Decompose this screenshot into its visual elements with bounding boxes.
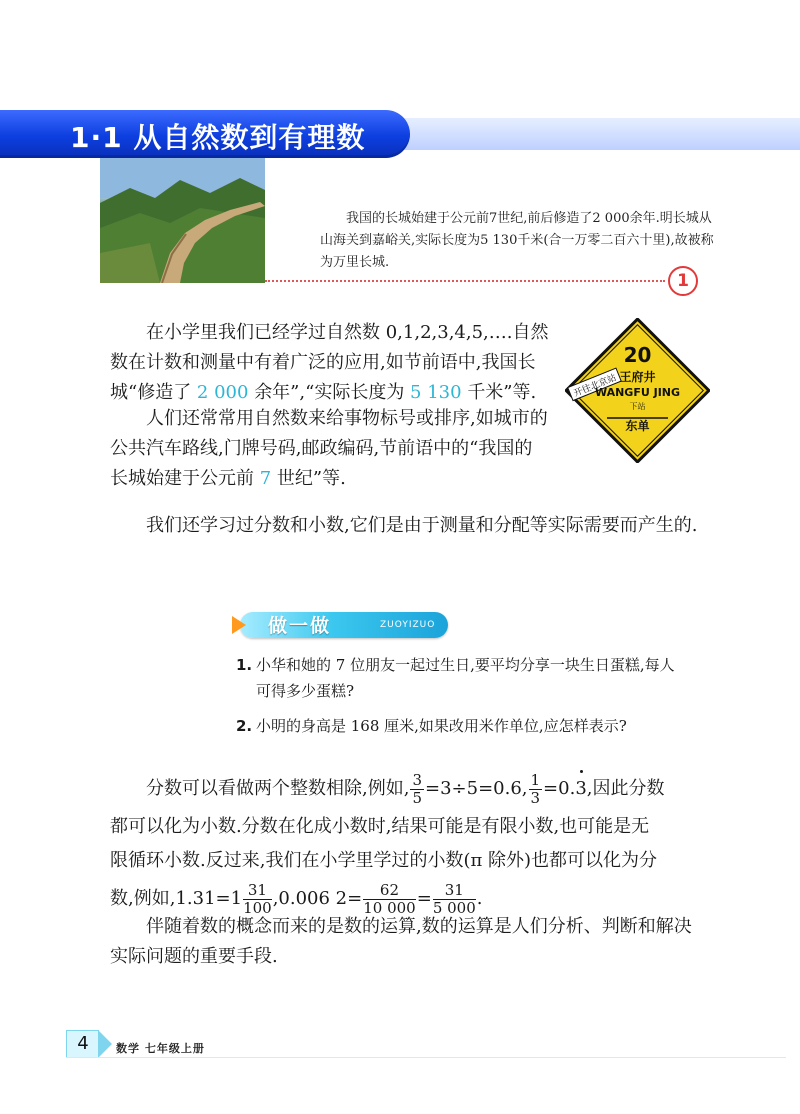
- footer-book-title: 数学 七年级上册: [116, 1042, 205, 1055]
- sign-station-pinyin: WANGFU JING: [594, 386, 681, 399]
- paragraph-fractions-decimals: [110, 511, 700, 541]
- frac-text: .: [476, 888, 483, 909]
- paragraph-natural-numbers: [110, 318, 550, 408]
- p1-highlight-5130: 5 130: [404, 382, 468, 403]
- activity-question-2: [236, 713, 706, 739]
- sign-station-name: 王府井: [619, 370, 656, 384]
- intro-caption: 我国的长城始建于公元前7世纪,前后修造了2 000余年.明长城从山海关到嘉峪关,实际长度为5 130千米(合一万零二百六十里),故被称为万里长城.: [320, 211, 714, 270]
- sign-next-label: 下站: [629, 402, 646, 411]
- frac-text: =0.: [543, 778, 576, 799]
- activity-title: 做一做: [268, 615, 332, 637]
- question-text: 小明的身高是 168 厘米,如果改用米作单位,应怎样表示?: [256, 717, 627, 735]
- activity-arrow-icon: [232, 616, 246, 634]
- p2-text-a: 人们还常常用自然数来给事物标号或排序,如城市的公共汽车路线,门牌号码,邮政编码,节前语中的“我国的长城始建于公元前: [110, 408, 548, 489]
- paragraph-numbering: [110, 404, 550, 494]
- bus-stop-sign: [565, 318, 710, 463]
- fraction-31-5000: $\frac{31}{5 000}$: [432, 880, 476, 917]
- footer-rule: [66, 1057, 786, 1058]
- great-wall-photo: [100, 158, 265, 283]
- question-number: 1.: [236, 656, 253, 674]
- p5-text: 伴随着数的概念而来的是数的运算,数的运算是人们分析、判断和解决实际问题的重要手段.: [110, 916, 692, 967]
- frac-text: =3÷5=0.6,: [425, 778, 528, 799]
- frac-text: 数,例如,1.31=1: [110, 888, 243, 909]
- page-number-tab: [98, 1030, 112, 1058]
- p2-highlight-7: 7: [254, 468, 277, 489]
- question-number: 2.: [236, 717, 253, 735]
- page-number: 4: [66, 1030, 99, 1058]
- frac-text: =: [416, 888, 432, 909]
- fraction-1-3: $\frac{1}{3}$: [530, 770, 541, 807]
- question-text-cont: 可得多少蛋糕?: [256, 682, 355, 700]
- dotted-divider: [265, 280, 665, 282]
- p1-text-a: 在小学里我们已经学过自然数 0,1,2,3,4,5,….自然数在计数和测量中有着广泛的应用,如节前语中,我国长城“修造了: [110, 322, 549, 403]
- sign-next-station: 东单: [625, 419, 650, 433]
- paragraph-operations: [110, 912, 700, 972]
- frac-text: ,0.006 2=: [272, 888, 363, 909]
- section-title: 1·1 从自然数到有理数: [70, 121, 366, 154]
- p3-text: 我们还学习过分数和小数,它们是由于测量和分配等实际需要而产生的.: [146, 515, 698, 536]
- fraction-62-10000: $\frac{62}{10 000}$: [363, 880, 416, 917]
- frac-text: ,因此分数: [586, 778, 665, 799]
- p1-highlight-2000: 2 000: [191, 382, 255, 403]
- sign-route-number: 20: [623, 343, 652, 367]
- sign-direction-text: 开往北京站: [572, 373, 618, 400]
- activity-question-1: [236, 652, 706, 704]
- p2-text-b: 世纪”等.: [276, 468, 346, 489]
- fraction-31-100: $\frac{31}{100}$: [243, 880, 272, 917]
- frac-text: 分数可以看做两个整数相除,例如,: [146, 778, 410, 799]
- question-text: 小华和她的 7 位朋友一起过生日,要平均分享一块生日蛋糕,每人: [256, 656, 675, 674]
- frac-line-2: 都可以化为小数.分数在化成小数时,结果可能是有限小数,也可能是无: [110, 816, 650, 837]
- section-marker-badge: 1: [668, 266, 698, 296]
- activity-subtitle: ZUOYIZUO: [380, 620, 436, 630]
- p1-text-c: 千米”等.: [467, 382, 537, 403]
- p1-text-b: 余年”,“实际长度为: [254, 382, 405, 403]
- paragraph-fraction-conversion: [110, 768, 700, 920]
- fraction-3-5: $\frac{3}{5}$: [412, 770, 422, 807]
- repeating-digit: 3: [575, 768, 586, 810]
- frac-line-3: 限循环小数.反过来,我们在小学里学过的小数(π 除外)也都可以化为分: [110, 850, 658, 871]
